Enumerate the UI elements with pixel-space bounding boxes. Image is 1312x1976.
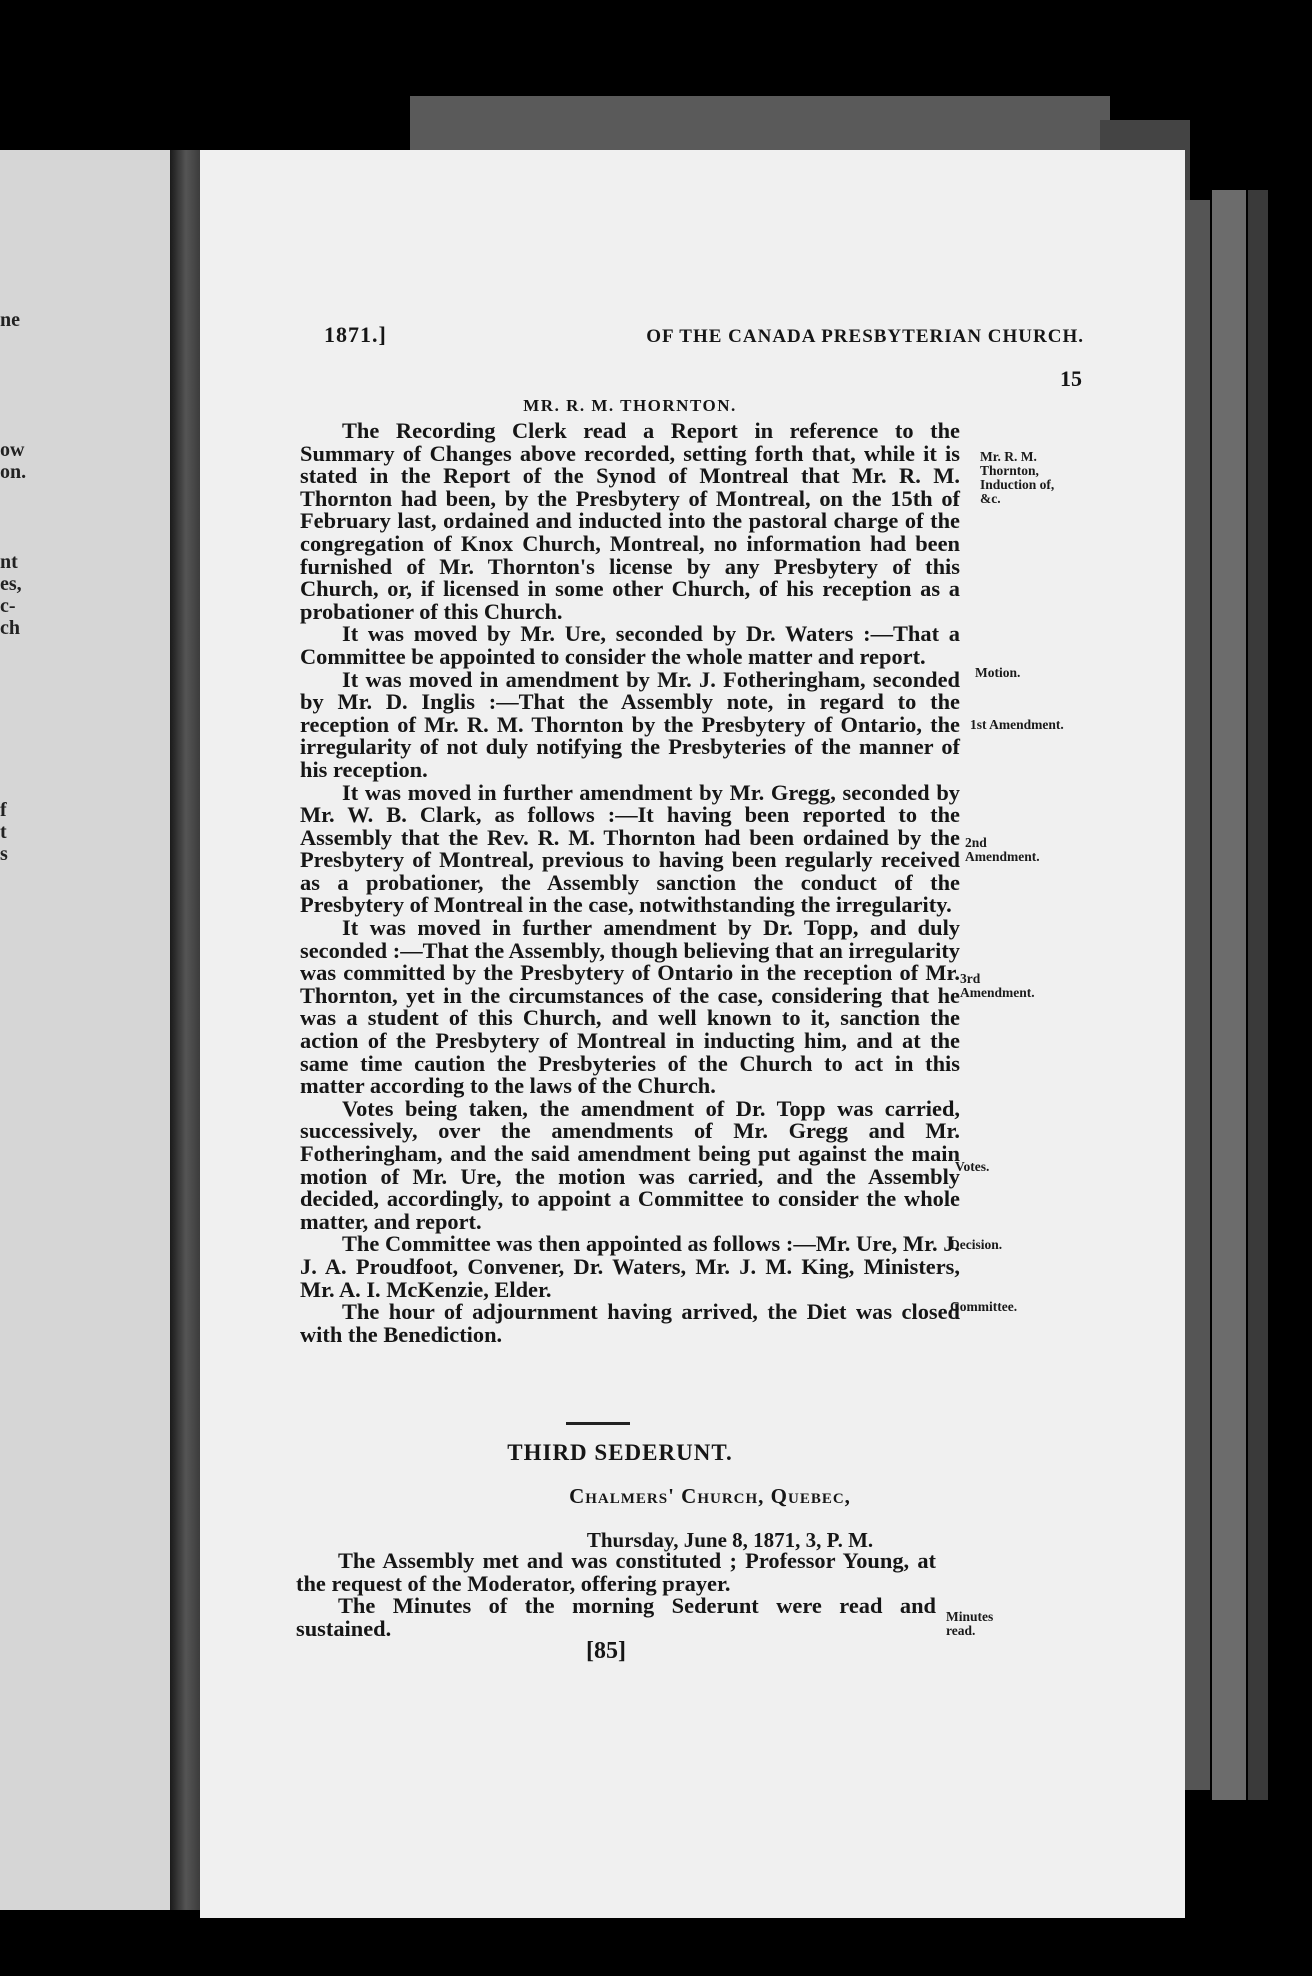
page-top-shadow bbox=[410, 96, 1110, 156]
section-heading: MR. R. M. THORNTON. bbox=[523, 396, 737, 415]
sederunt-church: Chalmers' Church, Quebec, bbox=[569, 1484, 851, 1508]
paragraph: The Minutes of the morning Sederunt were read and sustained. bbox=[296, 1593, 936, 1641]
margin-note-amend2: 2nd Amendment. bbox=[965, 835, 1040, 864]
page-number: 15 bbox=[1060, 366, 1082, 391]
margin-note-thornton: Mr. R. M. Thornton, Induction of, &c. bbox=[980, 449, 1055, 506]
sederunt-body-text bbox=[296, 1550, 936, 1640]
header-title: OF THE CANADA PRESBYTERIAN CHURCH. bbox=[646, 326, 1084, 347]
book-edge bbox=[1248, 190, 1268, 1800]
paragraph: Votes being taken, the amendment of Dr. Topp was carried, successively, over the amendments of Mr. Gregg and Mr. Fotheringham, and the said amendment being put against the main motion of Mr. Ure, the motion was carried, and the Assembly decided, accordingly, to appoint a Committee to consider the whole matter, and report. bbox=[300, 1095, 960, 1234]
paragraph: The hour of adjournment having arrived, the Diet was closed with the Benediction. bbox=[300, 1299, 960, 1347]
margin-note-minutes: Minutes read. bbox=[946, 1609, 994, 1638]
paragraph: The Committee was then appointed as follows :—Mr. Ure, Mr. J. J. A. Proudfoot, Convener, Dr. Waters, Mr. J. M. King, Ministers, Mr. A. I. McKenzie, Elder. bbox=[300, 1231, 960, 1302]
margin-note-amend3: 3rd Amendment. bbox=[960, 971, 1035, 1000]
left-page-fragment: c- bbox=[0, 595, 16, 617]
paragraph: The Assembly met and was constituted ; Professor Young, at the request of the Moderator, offering prayer. bbox=[296, 1548, 936, 1596]
sederunt-date: Thursday, June 8, 1871, 3, P. M. bbox=[586, 1528, 874, 1552]
margin-note-motion: Motion. bbox=[975, 665, 1021, 680]
left-page-fragment: s bbox=[0, 843, 8, 865]
left-page-fragment: ne bbox=[0, 309, 20, 331]
header-year: 1871.] bbox=[324, 322, 387, 347]
left-page-fragment: ow bbox=[0, 439, 25, 461]
left-page-fragment: f bbox=[0, 799, 7, 821]
running-head bbox=[324, 322, 1084, 348]
left-page-fragment: es, bbox=[0, 573, 22, 595]
section-divider bbox=[566, 1422, 630, 1425]
left-page-fragment: nt bbox=[0, 551, 18, 573]
left-page-fragment: on. bbox=[0, 461, 27, 483]
paragraph: The Recording Clerk read a Report in reference to the Summary of Changes above recorded, setting forth that, while it is stated in the Report of the Synod of Montreal that Mr. R. M. Thornton had been, by the Presbytery of Montreal, on the 15th of February last, ordained and inducted into the pastoral charge of the congregation of Knox Church, Montreal, no information had been furnished of Mr. Thornton's license by any Presbytery of this Church, or, if licensed in some other Church, of his reception as a probationer of this Church. bbox=[300, 418, 960, 624]
paragraph: It was moved by Mr. Ure, seconded by Dr. Waters :—That a Committee be appointed to consider the whole matter and report. bbox=[300, 621, 960, 669]
paragraph: It was moved in amendment by Mr. J. Fotheringham, seconded by Mr. D. Inglis :—That the Assembly note, in regard to the reception of Mr. R. M. Thornton by the Presbytery of Ontario, the irregularity of not duly notifying the Presbyteries of the manner of his reception. bbox=[300, 666, 960, 782]
margin-note-decision: Decision. bbox=[950, 1237, 1003, 1252]
sederunt-title: THIRD SEDERUNT. bbox=[507, 1440, 733, 1465]
margin-note-votes: Votes. bbox=[955, 1159, 990, 1174]
margin-note-committee: Committee. bbox=[950, 1299, 1018, 1314]
margin-note-amend1: 1st Amendment. bbox=[970, 717, 1064, 732]
book-edge bbox=[1212, 190, 1246, 1800]
left-page-fragment: ch bbox=[0, 617, 20, 639]
left-facing-page bbox=[0, 150, 170, 1910]
main-body-text bbox=[300, 420, 960, 1346]
paragraph: It was moved in further amendment by Dr. Topp, and duly seconded :—That the Assembly, though believing that an irregularity was committed by the Presbytery of Ontario in the reception of Mr. Thornton, yet in the circumstances of the case, considering that he was a student of this Church, and well known to it, sanction the action of the Presbytery of Montreal in inducting him, and at the same time caution the Presbyteries of the Church to act in this matter according to the laws of the Church. bbox=[300, 915, 960, 1099]
signature-mark: [85] bbox=[586, 1638, 626, 1664]
left-page-fragment: t bbox=[0, 821, 7, 843]
paragraph: It was moved in further amendment by Mr. Gregg, seconded by Mr. W. B. Clark, as follows :—It having been reported to the Assembly that the Rev. R. M. Thornton had been ordained by the Presbytery of Montreal, previous to having been regularly received as a probationer, the Assembly sanction the conduct of the Presbytery of Montreal in the case, notwithstanding the irregularity. bbox=[300, 779, 960, 918]
